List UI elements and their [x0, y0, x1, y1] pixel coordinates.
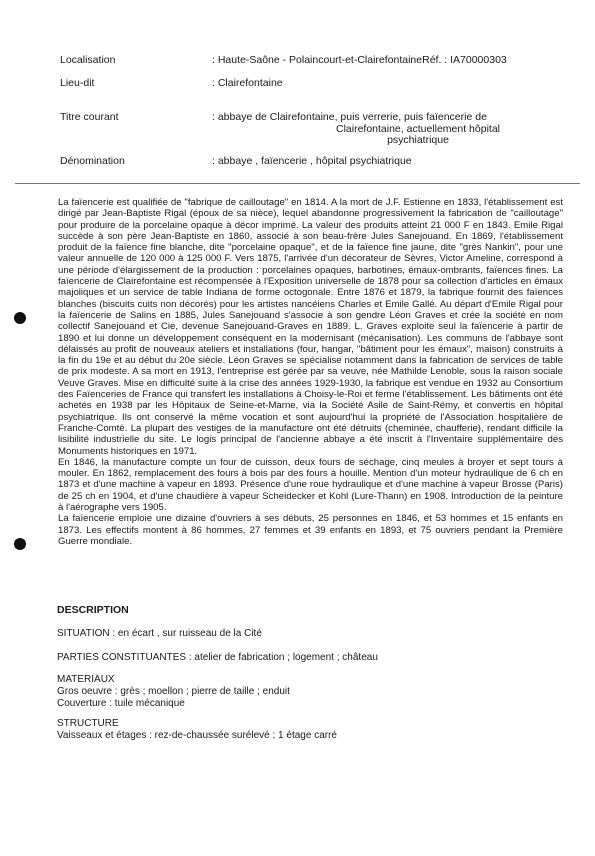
materiaux-title: MATERIAUX — [57, 674, 115, 685]
localisation-value: : Haute-Saône - Polaincourt-et-ClairefontaineRéf. : IA70000303 — [212, 54, 507, 66]
historique-paragraph-2: En 1846, la manufacture compte un four de cuisson, deux fours de séchage, cinq meules à broyer et sept tours à mouler. En 1862, remplacement des fours à bois par des fours à houille. Mention d'un moteur hydraulique de 6 ch en 1873 et d'une machine à vapeur en 1893. Présence d'une roue hydraulique et d'une machine à vapeur Brosse (Paris) de 25 ch en 1904, et d'une chaudière à vapeur Scheidecker et Kohl (Lure-Thann) en 1908. Introduction de la peinture à l'aérographe vers 1905. — [58, 456, 563, 514]
denomination-label: Dénomination — [60, 155, 125, 167]
lieu-dit-label: Lieu-dit — [60, 77, 95, 89]
titre-courant-value-line2: Clairefontaine, actuellement hôpital — [335, 123, 501, 135]
situation-line: SITUATION : en écart , sur ruisseau de la Cité — [57, 628, 262, 639]
structure-title: STRUCTURE — [57, 718, 119, 729]
historique-paragraph-3: La faïencerie emploie une dizaine d'ouvriers à ses débuts, 25 personnes en 1846, et 53 hommes et 15 enfants en 1873. Les effectifs montent à 86 hommes, 27 femmes et 39 enfants en 1893, et 75 ouvriers pendant la Première Guerre mondiale. — [58, 513, 563, 547]
historique-text — [58, 197, 563, 547]
historique-paragraph-1: La faïencerie est qualifiée de "fabrique de cailloutage" en 1814. A la mort de J.F. Estienne en 1833, l'établissement est dirigé par Jean-Baptiste Rigal (époux de sa nièce), lequel abandonne progressivement la fabrication de "cailloutage" pour produire de la porcelaine opaque à décor imprimé. La valeur des produits atteint 21 000 F en 1843. Emile Rigal succède à son père Jean-Baptiste en 1860, associé à son beau-frère Jules Sanejouand. En 1869, l'établissement produit de la faïence fine blanche, dite "porcelaine opaque", et de la faïence fine jaune, dite "grès Nankin", pour une valeur annuelle de 120 000 à 125 000 F. Vers 1875, l'arrivée d'un décorateur de Sèvres, Victor Ameline, correspond à une période d'élargissement de la production : porcelaines opaques, barbotines, émaux-ombrants, faïences fines. La faïencerie de Clairefontaine est récompensée à l'Exposition universelle de 1878 pour sa collection d'articles en émaux majoliques et un service de table Indiana de forme octogonale. Entre 1876 et 1879, la fabrique fournit des faïences blanches (biscuits cuits non décorés) pour les artistes nancéiens Charles et Emile Gallé. Au départ d'Emile Rigal pour la faïencerie de Salins en 1885, Jules Sanejouand s'associe à son gendre Léon Graves et crée la société en nom collectif Sanejouand et Cie, devenue Sanejouand-Graves en 1889. L. Graves exploite seul la faïencerie à partir de 1890 et lui donne un développement conséquent en la modernisant (mécanisation). Les communs de l'abbaye sont délaissés au profit de nouveaux ateliers et installations (four, hangar, "bâtiment pour les émaux", maison) construits à la fin du 19e et au début du 20e siècle. Léon Graves se spécialise notamment dans la fabrication de services de table de prix modeste. A sa mort en 1913, l'entreprise est gérée par sa veuve, née Mathilde Lenoble, sous la raison sociale Veuve Graves. Mise en difficulté suite à la crise des années 1929-1930, la fabrique est vendue en 1932 au Consortium des Faïenceries de France qui transfert les installations à Choisy-le-Roi et ferme l'établissement. Les bâtiments ont été achetés en 1938 par les Hôpitaux de Seine-et-Marne, via la Société Asile de Saint-Rémy, et convertis en hôpital psychiatrique. Ils ont conservé la même vocation et sont aujourd'hui la propriété de l'Association hospitalière de Franche-Comté. La plupart des vestiges de la manufacture ont été détruits (cheminée, chaufferie), rendant difficile la lisibilité industrielle du site. Le logis principal de l'ancienne abbaye a été inscrit à l'Inventaire supplémentaire des Monuments historiques en 1971. — [58, 197, 563, 457]
lieu-dit-value: : Clairefontaine — [212, 77, 283, 89]
description-title: DESCRIPTION — [57, 604, 129, 616]
couverture-line: Couverture : tuile mécanique — [57, 698, 185, 709]
punch-hole-top — [14, 312, 26, 324]
localisation-label: Localisation — [60, 54, 116, 66]
parties-constituantes-line: PARTIES CONSTITUANTES : atelier de fabrication ; logement ; château — [57, 652, 378, 663]
titre-courant-label: Titre courant — [60, 111, 119, 123]
vaisseaux-line: Vaisseaux et étages : rez-de-chaussée surélevé ; 1 étage carré — [57, 730, 337, 741]
section-divider — [15, 183, 580, 184]
punch-hole-bottom — [14, 538, 26, 550]
titre-courant-value-line3: psychiatrique — [387, 134, 449, 146]
gros-oeuvre-line: Gros oeuvre : grès ; moellon ; pierre de taille ; enduit — [57, 686, 290, 697]
titre-courant-value: : abbaye de Clairefontaine, puis verrerie, puis faïencerie de — [212, 111, 487, 123]
denomination-value: : abbaye , faïencerie , hôpital psychiatrique — [212, 155, 412, 167]
